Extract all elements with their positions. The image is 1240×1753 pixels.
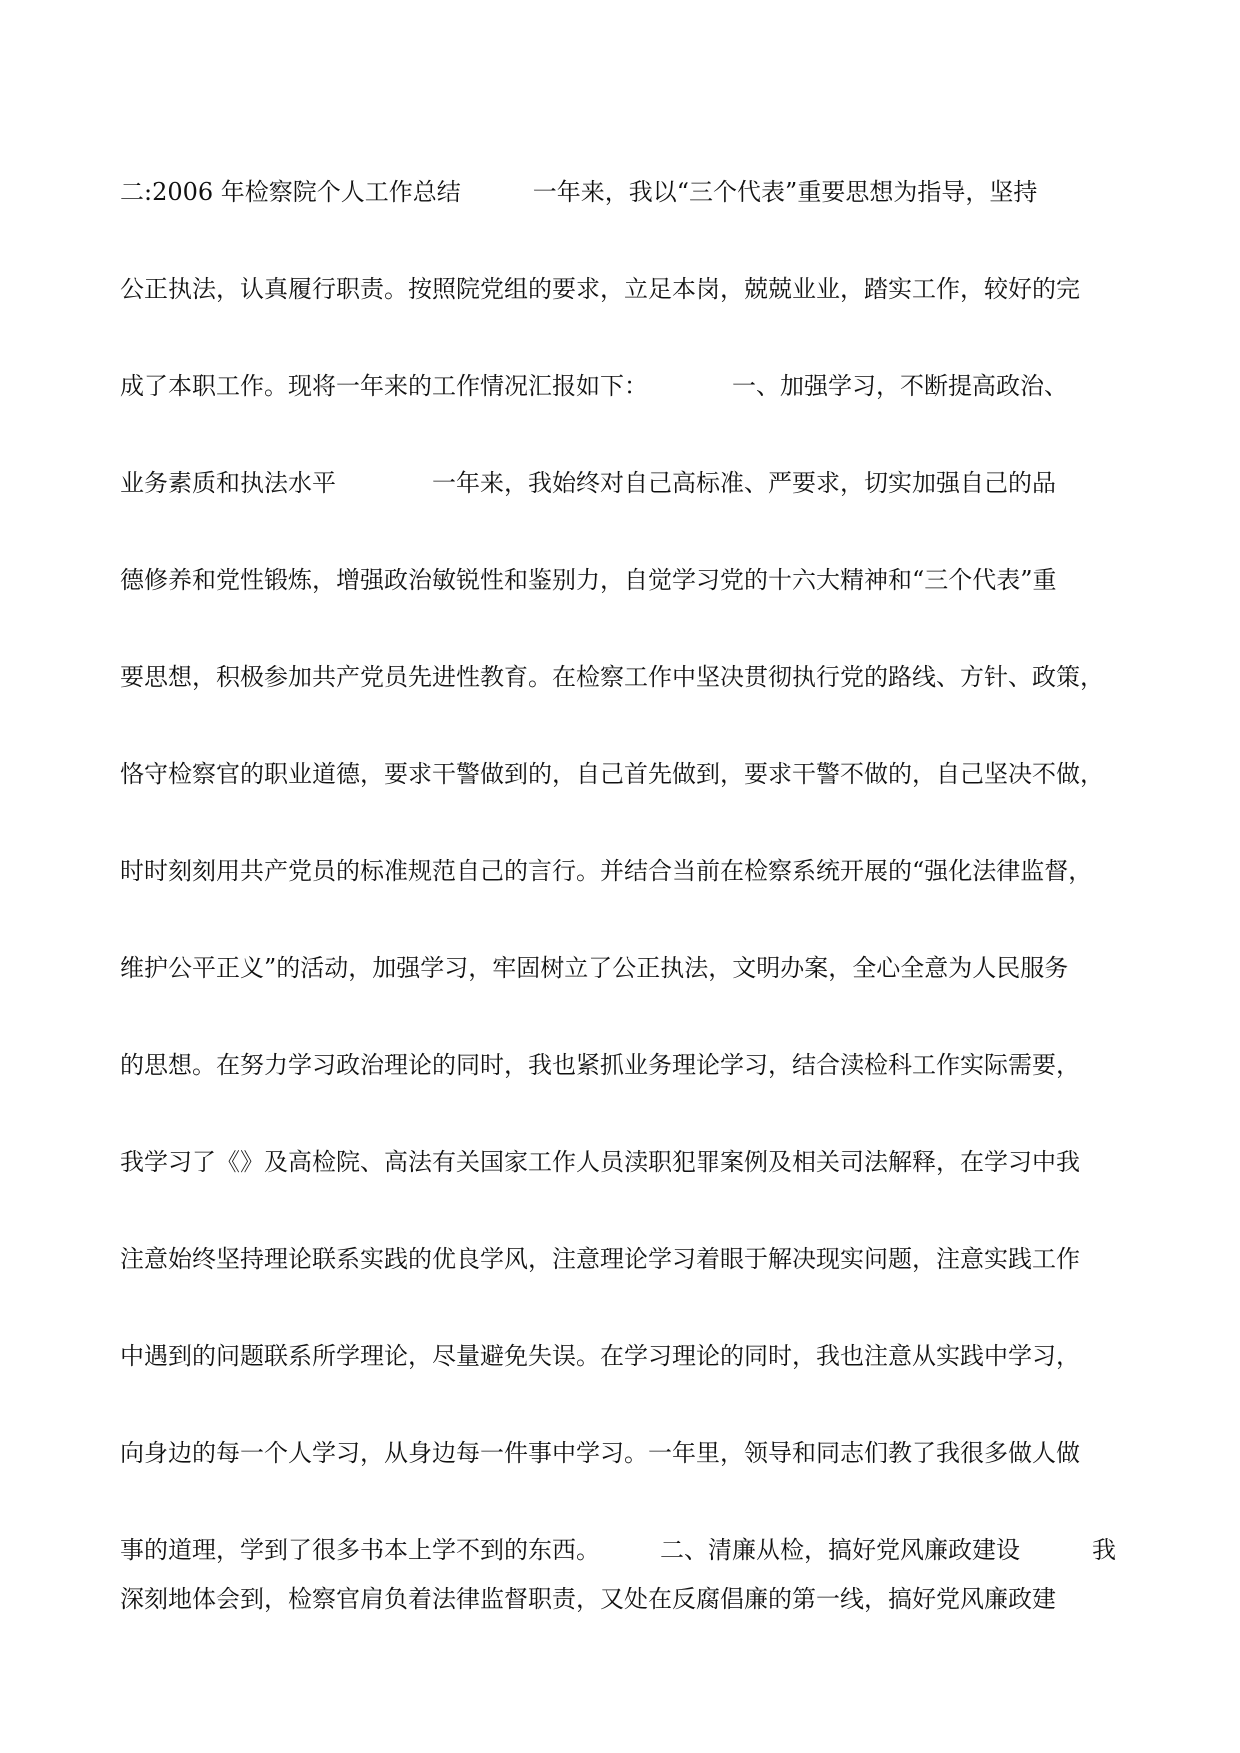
- text-line: 中遇到的问题联系所学理论，尽量避免失误。在学习理论的同时，我也注意从实践中学习，: [120, 1342, 1080, 1370]
- text-line: 我学习了《》及高检院、高法有关国家工作人员渎职犯罪案例及相关司法解释，在学习中我: [120, 1148, 1080, 1176]
- text-line: 向身边的每一个人学习，从身边每一件事中学习。一年里，领导和同志们教了我很多做人做: [120, 1439, 1080, 1467]
- text-line: 事的道理，学到了很多书本上学不到的东西。 二、清廉从检，搞好党风廉政建设 我: [120, 1536, 1116, 1564]
- text-line: 恪守检察官的职业道德，要求干警做到的，自己首先做到，要求干警不做的，自己坚决不做，: [120, 760, 1104, 788]
- text-line: 要思想，积极参加共产党员先进性教育。在检察工作中坚决贯彻执行党的路线、方针、政策，: [120, 663, 1104, 691]
- text-line: 德修养和党性锻炼，增强政治敏锐性和鉴别力，自觉学习党的十六大精神和“三个代表”重: [120, 566, 1057, 594]
- text-line: 的思想。在努力学习政治理论的同时，我也紧抓业务理论学习，结合渎检科工作实际需要，: [120, 1051, 1080, 1079]
- text-line: 时时刻刻用共产党员的标准规范自己的言行。并结合当前在检察系统开展的“强化法律监督，: [120, 857, 1093, 885]
- text-line: 业务素质和执法水平 一年来，我始终对自己高标准、严要求，切实加强自己的品: [120, 469, 1056, 497]
- text-line: 二:2006 年检察院个人工作总结 一年来，我以“三个代表”重要思想为指导，坚持: [120, 178, 1038, 206]
- text-line: 成了本职工作。现将一年来的工作情况汇报如下： 一、加强学习，不断提高政治、: [120, 372, 1068, 400]
- text-line: 维护公平正义”的活动，加强学习，牢固树立了公正执法，文明办案，全心全意为人民服务: [120, 954, 1069, 982]
- text-line: 注意始终坚持理论联系实践的优良学风，注意理论学习着眼于解决现实问题，注意实践工作: [120, 1245, 1080, 1273]
- text-line: 深刻地体会到，检察官肩负着法律监督职责，又处在反腐倡廉的第一线，搞好党风廉政建: [120, 1585, 1056, 1613]
- text-line: 公正执法，认真履行职责。按照院党组的要求，立足本岗，兢兢业业，踏实工作，较好的完: [120, 275, 1080, 303]
